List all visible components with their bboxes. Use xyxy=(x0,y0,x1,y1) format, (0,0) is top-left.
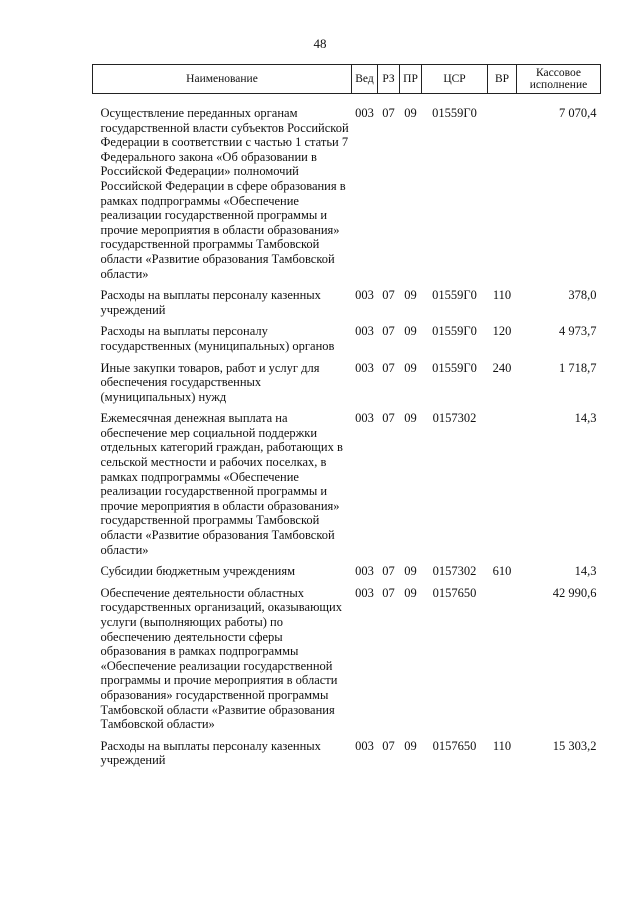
row-csr: 01559Г0 xyxy=(432,106,477,120)
row-vr: 610 xyxy=(492,564,512,579)
row-name: Осуществление переданных органам государственной власти субъектов Российской Федерации в соответствии с частью 1 статьи 7 Федерального закона «Об образовании в Российской Федерации» полномочий Российской Федерации в сфере образования в рамках подпрограммы «Обеспечение реализации государственной программы и прочие мероприятия в области образования» государственной программы Тамбовской области «Развитие образования Тамбовской области» xyxy=(100,106,349,281)
row-vr: 120 xyxy=(492,324,512,339)
row-rz: 07 xyxy=(382,288,395,303)
row-csr: 01559Г0 xyxy=(432,324,477,339)
row-pr: 09 xyxy=(404,360,417,375)
row-amount: 4 973,7 xyxy=(559,324,597,339)
header-name: Наименование xyxy=(93,65,352,94)
row-name: Расходы на выплаты персоналу государственных (муниципальных) органов xyxy=(100,324,335,353)
row-amount: 1 718,7 xyxy=(559,360,597,375)
row-rz: 07 xyxy=(382,738,395,753)
row-ved: 003 xyxy=(355,324,374,339)
row-name: Расходы на выплаты персоналу казенных учреждений xyxy=(100,738,321,768)
row-csr: 01559Г0 xyxy=(432,288,477,303)
budget-table xyxy=(92,64,601,772)
row-rz: 07 xyxy=(382,106,395,120)
row-pr: 09 xyxy=(404,106,417,120)
header-amount: Кассовое исполнение xyxy=(517,65,601,94)
table-row xyxy=(93,103,601,285)
row-pr: 09 xyxy=(404,324,417,339)
row-ved: 003 xyxy=(355,585,374,600)
row-vr xyxy=(488,103,517,285)
row-name: Ежемесячная денежная выплата на обеспечение мер социальной поддержки отдельных категорий граждан, работающих в сельской местности и рабочих поселках, в рамках подпрограммы «Обеспечение реализации государственной программы и прочие мероприятия в области образования» государственной программы Тамбовской области «Развитие образования Тамбовской области» xyxy=(100,411,343,557)
row-amount: 14,3 xyxy=(574,564,597,579)
row-csr: 0157650 xyxy=(432,738,477,753)
table-row xyxy=(93,358,601,409)
row-ved: 003 xyxy=(355,360,374,375)
table-row xyxy=(93,561,601,583)
row-amount: 15 303,2 xyxy=(552,738,597,753)
header-row xyxy=(93,65,601,94)
header-vr: ВР xyxy=(488,65,517,94)
row-ved: 003 xyxy=(355,738,374,753)
row-pr: 09 xyxy=(404,585,417,600)
row-rz: 07 xyxy=(382,324,395,339)
row-amount: 378,0 xyxy=(568,288,597,303)
header-ved: Вед xyxy=(352,65,378,94)
table-row xyxy=(93,285,601,321)
row-ved: 003 xyxy=(355,106,374,120)
row-csr: 01559Г0 xyxy=(432,360,477,375)
row-name: Иные закупки товаров, работ и услуг для обеспечения государственных (муниципальных) нужд xyxy=(100,360,320,404)
table-row xyxy=(93,321,601,357)
row-name: Субсидии бюджетным учреждениям xyxy=(100,564,296,579)
row-vr: 240 xyxy=(492,360,512,375)
row-rz: 07 xyxy=(382,585,395,600)
row-csr: 0157650 xyxy=(432,585,477,600)
row-ved: 003 xyxy=(355,288,374,303)
row-rz: 07 xyxy=(382,360,395,375)
row-amount: 14,3 xyxy=(574,411,597,426)
row-vr: 110 xyxy=(492,738,512,753)
row-rz: 07 xyxy=(382,411,395,426)
header-rz: РЗ xyxy=(378,65,400,94)
row-vr: 110 xyxy=(492,288,512,303)
header-pr: ПР xyxy=(400,65,422,94)
row-rz: 07 xyxy=(382,564,395,579)
table-row xyxy=(93,583,601,736)
row-amount: 7 070,4 xyxy=(559,106,597,120)
row-ved: 003 xyxy=(355,564,374,579)
row-name: Расходы на выплаты персоналу казенных учреждений xyxy=(100,288,321,317)
row-name: Обеспечение деятельности областных государственных организаций, оказывающих услуги (выполняющих работы) по обеспечению деятельности сферы образования в рамках подпрограммы «Обеспечение реализации государственной программы и прочие мероприятия в области образования» государственной программы Тамбовской области «Развитие образования Тамбовской области» xyxy=(100,585,342,732)
row-amount: 42 990,6 xyxy=(552,585,597,600)
row-ved: 003 xyxy=(355,411,374,426)
row-pr: 09 xyxy=(404,288,417,303)
row-pr: 09 xyxy=(404,564,417,579)
row-vr xyxy=(488,408,517,561)
row-pr: 09 xyxy=(404,411,417,426)
page-number: 48 xyxy=(313,36,327,51)
header-csr: ЦСР xyxy=(422,65,488,94)
table-row xyxy=(93,736,601,772)
row-csr: 0157302 xyxy=(432,411,477,426)
row-vr xyxy=(488,583,517,736)
row-csr: 0157302 xyxy=(432,564,477,579)
row-pr: 09 xyxy=(404,738,417,753)
table-row xyxy=(93,408,601,561)
